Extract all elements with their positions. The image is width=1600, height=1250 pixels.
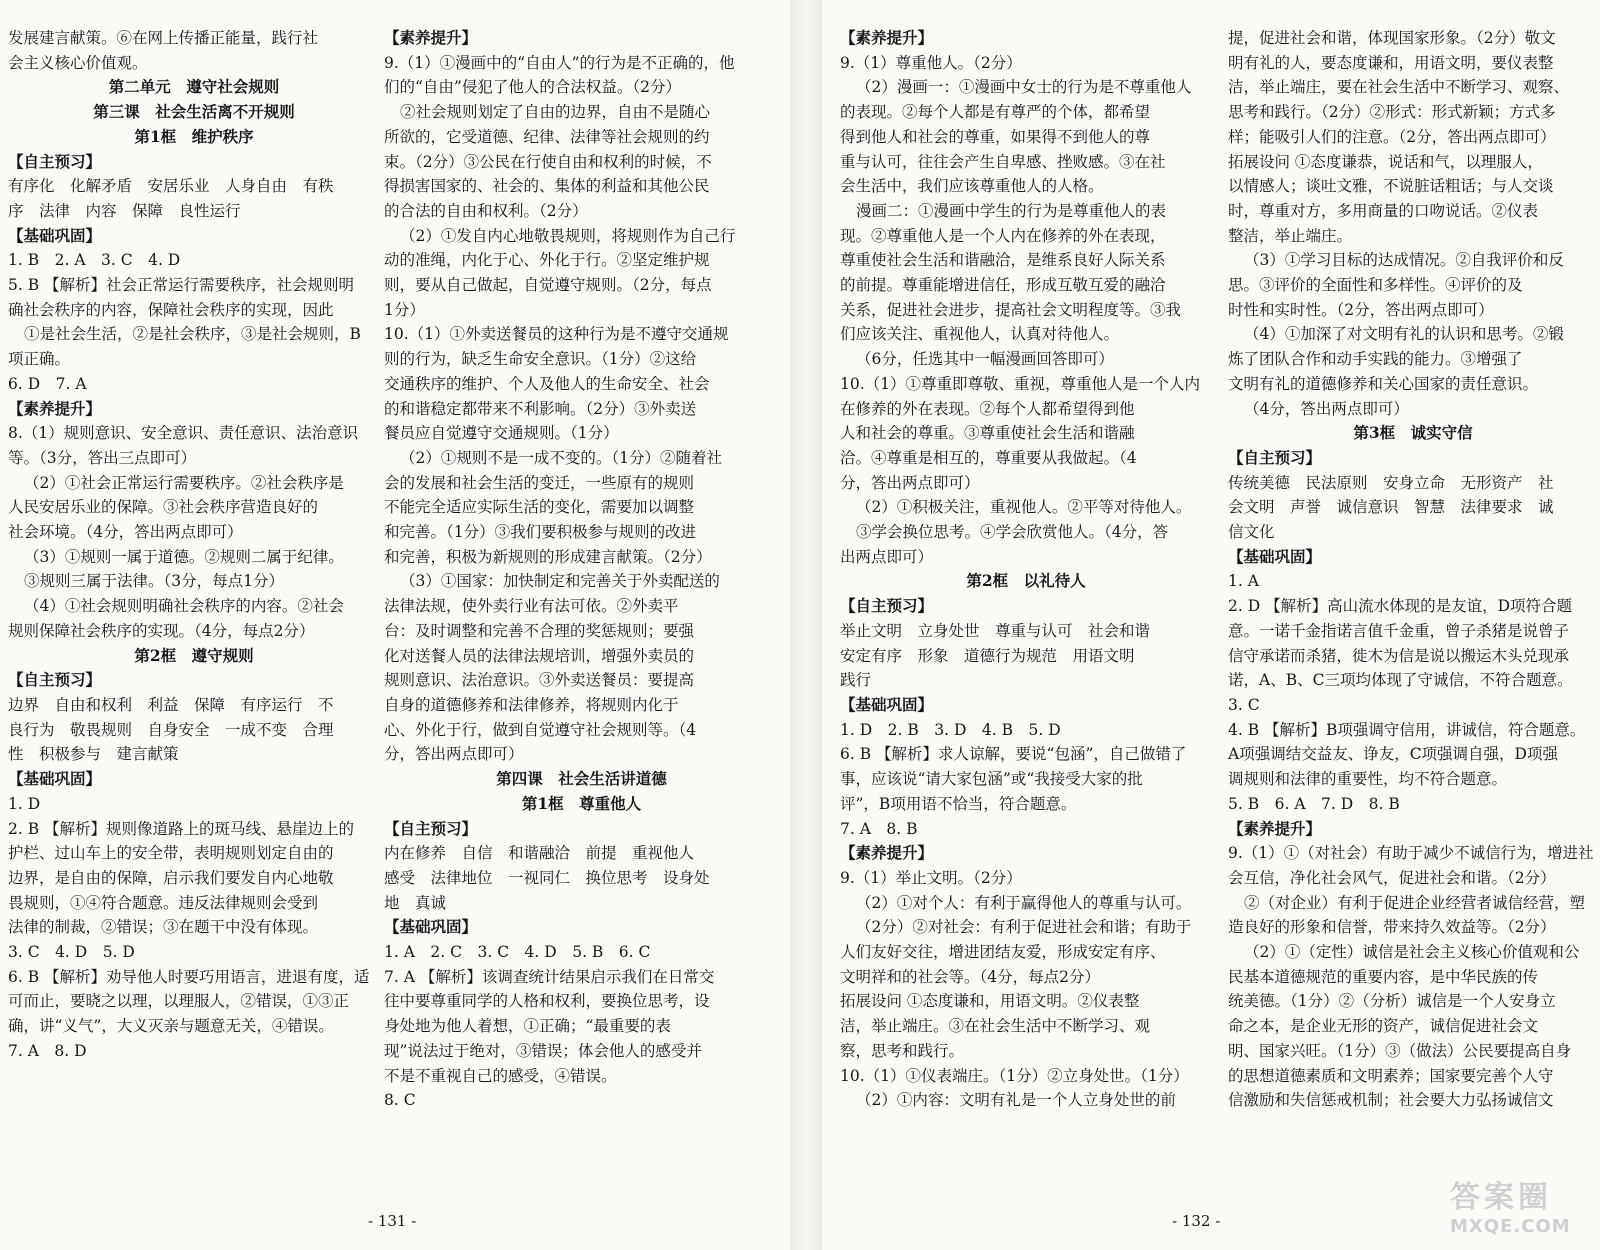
text-line: 7. A 【解析】该调查统计结果启示我们在日常交 [384,967,715,986]
text-line: 信守承诺而杀猪，徙木为信是说以搬运木头兑现承 [1228,646,1570,665]
right-column-2 [1228,26,1598,1113]
text-line: 的前提。尊重能增进信任，形成互敬互爱的融洽 [840,276,1166,295]
text-line: 交通秩序的维护、个人及他人的生命安全、社会 [384,374,710,393]
text-line: 和完善。（1分）③我们要积极参与规则的改进 [384,523,697,542]
text-line: 【自主预习】 [840,596,934,616]
text-line: 1. B 2. A 3. C 4. D [8,251,181,270]
text-line: 思。③评价的全面性和多样性。④评价的及 [1228,276,1523,295]
text-line: 会主义核心价值观。 [8,53,148,72]
text-line: 【自主预习】 [1228,447,1322,467]
watermark-text: 答案圈 [1450,1180,1552,1215]
text-line: 身处地为他人着想，①正确；“最重要的表 [384,1017,671,1036]
text-line: 护栏、过山车上的安全带，表明规则划定自由的 [8,844,334,863]
text-line: 【素养提升】 [840,28,934,47]
text-line: 洽。④尊重是相互的，尊重要从我做起。（4 [840,448,1137,467]
text-line: 动的准绳，内化于心、外化于行。②坚定维护规 [384,251,710,270]
text-line: 化对送餐人员的法律法规培训，增强外卖员的 [384,646,695,665]
text-line: 9.（1）举止文明。（2分） [840,868,1022,887]
text-line: 第3框 诚实守信 [1353,423,1473,443]
text-line: 【基础巩固】 [840,694,934,714]
page-number-131: - 131 - [368,1212,417,1230]
left-column-1 [8,26,380,1064]
text-line: 所欲的，它受道德、纪律、法律等社会规则的约 [384,127,710,146]
text-line: 6. B 【解析】求人谅解，要说“包涵”，自己做错了 [840,745,1187,764]
text-line: 诺，A、B、C三项均体现了守诚信，不符合题意。 [1228,671,1573,690]
text-line: ①是社会生活，②是社会秩序，③是社会规则，B [24,325,361,344]
right-column-1 [840,26,1212,1113]
text-line: 们的“自由”侵犯了他人的合法权益。（2分） [384,78,681,97]
text-line: 等。（3分，答出三点即可） [8,448,197,467]
text-line: 边界，是自由的保障，启示我们要发自内心地敬 [8,868,334,887]
text-line: 得损害国家的、社会的、集体的利益和其他公民 [384,177,710,196]
text-line: 人和社会的尊重。③尊重使社会生活和谐融 [840,424,1135,443]
text-line: 第二单元 遵守社会规则 [108,77,280,97]
text-line: 6. D 7. A [8,374,87,393]
text-line: 不能完全适应实际生活的变化，需要加以调整 [384,498,695,517]
text-line: 5. B 【解析】社会正常运行需要秩序，社会规则明 [8,276,355,295]
text-line: 得到他人和社会的尊重，如果得不到他人的尊 [840,127,1151,146]
text-line: 6. B 【解析】劝导他人时要巧用语言，进退有度，适 [8,967,370,986]
text-line: 【自主预习】 [384,818,478,838]
text-line: 洁，举止端庄。③在社会生活中不断学习、观 [840,1017,1151,1036]
text-line: 统美德。（1分）②（分析）诚信是一个人安身立 [1228,992,1556,1011]
text-line: 明、国家兴旺。（1分）③（做法）公民要提高自身 [1228,1041,1572,1060]
text-line: 传统美德 民法原则 安身立命 无形资产 社 [1228,473,1554,492]
text-line: 【素养提升】 [1228,818,1322,838]
text-line: 【素养提升】 [8,398,102,418]
text-line: 则，要从自己做起，自觉遵守规则。（2分，每点 [384,276,712,295]
text-line: 【基础巩固】 [8,225,102,245]
text-line: 发展建言献策。⑥在网上传播正能量，践行社 [8,29,319,47]
text-line: （2）①发自内心地敬畏规则，将规则作为自己行 [400,226,736,245]
text-line: （4）①社会规则明确社会秩序的内容。②社会 [24,597,344,616]
text-line: 会的发展和社会生活的变迁，一些原有的规则 [384,473,695,492]
text-line: 5. B 6. A 7. D 8. B [1228,794,1400,813]
text-line: 9.（1）①（对社会）有助于减少不诚信行为，增进社 [1228,844,1594,863]
text-line: 8. C [384,1091,416,1110]
text-line: （2）①内容：文明有礼是一个人立身处世的前 [856,1091,1176,1110]
text-line: 8.（1）规则意识、安全意识、责任意识、法治意识 [8,424,359,443]
text-line: 不是不重视自己的感受，④错误。 [384,1066,617,1085]
text-line: 【素养提升】 [384,28,478,47]
text-line: 3. C 4. D 5. D [8,943,135,962]
text-line: 第2框 以礼待人 [966,571,1086,591]
text-line: 1分） [384,300,425,319]
text-line: 出两点即可） [840,547,934,566]
text-line: 【基础巩固】 [8,769,102,789]
text-line: 束。（2分）③公民在行使自由和权利的时候，不 [384,152,712,171]
watermark-logo [1450,1172,1590,1240]
text-line: 造良好的形象和信誉，带来持久效益等。（2分） [1228,918,1556,937]
text-line: 【基础巩固】 [1228,546,1322,566]
text-line: 7. A 8. D [8,1041,87,1060]
text-line: ③学会换位思考。④学会欣赏他人。（4分，答 [856,523,1169,542]
text-line: 序 法律 内容 保障 良性运行 [8,201,241,220]
text-line: 1. D [8,794,41,813]
text-line: 文明有礼的道德修养和关心国家的责任意识。 [1228,374,1539,393]
text-line: 第三课 社会生活离不开规则 [93,102,295,122]
text-line: 台：及时调整和完善不合理的奖惩规则；要强 [384,621,695,640]
text-line: 规则保障社会秩序的实现。（4分，每点2分） [8,621,315,640]
text-line: 9.（1）①漫画中的“自由人”的行为是不正确的，他 [384,53,735,72]
text-line: 边界 自由和权利 利益 保障 有序运行 不 [8,695,334,714]
text-line: ②（对企业）有利于促进企业经营者诚信经营，塑 [1244,893,1586,912]
text-line: 有序化 化解矛盾 安居乐业 人身自由 有秩 [8,177,334,196]
watermark-url: MXQE.COM [1450,1216,1571,1237]
text-line: 践行 [840,671,872,690]
text-line: 社会环境。（4分，答出两点即可） [8,523,243,542]
text-line: 现”说法过于绝对，③错误；体会他人的感受并 [384,1041,702,1060]
text-line: 10.（1）①仪表端庄。（1分）②立身处世。（1分） [840,1066,1189,1085]
text-line: 炼了团队合作和动手实践的能力。③增强了 [1228,350,1523,369]
text-line: 1. A [1228,572,1259,591]
text-line: 察，思考和践行。 [840,1041,965,1060]
text-line: （2）①社会正常运行需要秩序。②社会秩序是 [24,473,344,492]
text-line: 安定有序 形象 道德行为规范 用语文明 [840,646,1135,665]
text-line: 规则意识、法治意识。③外卖送餐员：要提高 [384,671,695,690]
text-line: 命之本，是企业无形的资产，诚信促进社会文 [1228,1017,1539,1036]
text-line: 往中要尊重同学的人格和权利，要换位思考，设 [384,992,710,1011]
text-line: 【素养提升】 [840,843,934,863]
text-line: 们应该关注、重视他人，认真对待他人。 [840,325,1120,344]
text-line: 的思想道德素质和文明素养；国家要完善个人守 [1228,1066,1554,1085]
text-line: 漫画二：①漫画中学生的行为是尊重他人的表 [856,201,1167,220]
text-line: （2）①对个人：有利于赢得他人的尊重与认可。 [856,893,1192,912]
text-line: 会互信，净化社会风气，促进社会和谐。（2分） [1228,868,1556,887]
text-line: 提，促进社会和谐，体现国家形象。（2分）敬文 [1228,29,1556,47]
text-line: 良行为 敬畏规则 自身安全 一成不变 合理 [8,720,334,739]
text-line: 评”，B项用语不恰当，符合题意。 [840,794,1077,813]
text-line: 第1框 尊重他人 [521,793,642,813]
text-line: ②社会规则划定了自由的边界，自由不是随心 [400,103,711,122]
text-line: 信激励和失信惩戒机制；社会要大力弘扬诚信文 [1228,1091,1554,1110]
text-line: 分，答出两点即可） [840,473,980,492]
text-line: （2）①（定性）诚信是社会主义核心价值观和公 [1244,943,1580,962]
text-line: 性 积极参与 建言献策 [8,745,179,764]
text-line: 可而止，要晓之以理，以理服人，②错误，①③正 [8,992,350,1011]
text-line: 的表现。②每个人都是有尊严的个体，都希望 [840,103,1151,122]
text-line: （4分，答出两点即可） [1244,399,1409,418]
text-line: 10.（1）①外卖送餐员的这种行为是不遵守交通规 [384,325,729,344]
text-line: 法律的制裁，②错误；③在题干中没有体现。 [8,918,319,937]
text-line: 第四课 社会生活讲道德 [496,769,667,789]
text-line: 10.（1）①尊重即尊敬、重视，尊重他人是一个人内 [840,374,1201,393]
text-line: 信文化 [1228,523,1275,542]
text-line: 会生活中，我们应该尊重他人的人格。 [840,177,1104,196]
text-line: 和完善，积极为新规则的形成建言献策。（2分） [384,547,712,566]
text-line: 思考和践行。（2分）②形式：形式新颖；方式多 [1228,103,1556,122]
text-line: 4. B 【解析】B项强调守信用，讲诚信，符合题意。 [1228,720,1586,739]
text-line: 拓展设问 ①态度谦和，用语文明。②仪表整 [840,992,1140,1011]
text-line: （3）①学习目标的达成情况。②自我评价和反 [1244,251,1564,270]
text-line: 人们友好交往，增进团结友爱，形成安定有序、 [840,943,1166,962]
text-line: 现。②尊重他人是一个人内在修养的外在表现， [840,226,1166,245]
text-line: 文明祥和的社会等。（4分，每点2分） [840,967,1100,986]
text-line: 项正确。 [8,350,71,369]
text-line: （6分，任选其中一幅漫画回答即可） [856,350,1114,369]
text-line: 民基本道德规范的重要内容，是中华民族的传 [1228,967,1539,986]
text-line: 7. A 8. B [840,819,918,838]
text-line: 1. A 2. C 3. C 4. D 5. B 6. C [384,943,651,962]
text-line: 【自主预习】 [8,151,102,171]
text-line: 分，答出两点即可） [384,745,524,764]
page-number-132: - 132 - [1172,1212,1221,1230]
text-line: 时性和实时性。（2分，答出两点即可） [1228,300,1494,319]
text-line: （3）①国家：加快制定和完善关于外卖配送的 [400,572,720,591]
right-page [822,0,1600,1250]
text-line: 拓展设问 ①态度谦恭，说话和气，以理服人， [1228,152,1543,171]
text-line: 确，讲“义气”，大义灭亲与题意无关，④错误。 [8,1017,334,1036]
text-line: 明有礼的人，要态度谦和，用语文明，要仪表整 [1228,53,1554,72]
text-line: 第2框 遵守规则 [134,645,254,665]
text-line: 重与认可，往往会产生自卑感、挫败感。③在社 [840,152,1166,171]
text-line: 第1框 维护秩序 [134,126,254,146]
text-line: 关系，促进社会进步，提高社会文明程度等。③我 [840,300,1182,319]
text-line: 洁，举止端庄，要在社会生活中不断学习、观察、 [1228,78,1570,97]
text-line: 的和谐稳定都带来不利影响。（2分）③外卖送 [384,399,697,418]
text-line: 事，应该说“请大家包涵”或“我接受大家的批 [840,770,1143,789]
text-line: 整洁，举止端庄。 [1228,226,1353,245]
text-line: （2）漫画一：①漫画中女士的行为是不尊重他人 [856,78,1192,97]
text-line: 2. D 【解析】高山流水体现的是友谊，D项符合题 [1228,597,1572,616]
text-line: 意。一诺千金指诺言值千金重，曾子杀猪是说曾子 [1228,621,1570,640]
text-line: ③规则三属于法律。（3分，每点1分） [24,572,284,591]
text-line: 内在修养 自信 和谐融洽 前提 重视他人 [384,844,695,863]
text-line: 样；能吸引人们的注意。（2分，答出两点即可） [1228,127,1556,146]
text-line: 1. D 2. B 3. D 4. B 5. D [840,720,1061,739]
text-line: 感受 法律地位 一视同仁 换位思考 设身处 [384,868,710,887]
text-line: 餐员应自觉遵守交通规则。（1分） [384,424,619,443]
text-line: 以情感人；谈吐文雅，不说脏话粗话；与人交谈 [1228,177,1554,196]
text-line: 3. C [1228,695,1260,714]
text-line: 会文明 声誉 诚信意识 智慧 法律要求 诚 [1228,498,1554,517]
text-line: （3）①规则一属于道德。②规则二属于纪律。 [24,547,344,566]
text-line: （2分）②对社会：有利于促进社会和谐；有助于 [856,918,1192,937]
text-line: 心、外化于行，做到自觉遵守社会规则等。（4 [384,720,697,739]
text-line: 地 真诚 [384,893,447,912]
text-line: 畏规则，①④符合题意。违反法律规则会受到 [8,893,319,912]
text-line: 人民安居乐业的保障。③社会秩序营造良好的 [8,498,319,517]
text-line: 法律法规，使外卖行业有法可依。②外卖平 [384,597,679,616]
text-line: （2）①积极关注，重视他人。②平等对待他人。 [856,498,1192,517]
text-line: （2）①规则不是一成不变的。（1分）②随着社 [400,448,722,467]
text-line: 自身的道德修养和法律修养，将规则内化于 [384,695,679,714]
book-gutter [790,0,822,1250]
text-line: 9.（1）尊重他人。（2分） [840,53,1022,72]
text-line: 举止文明 立身处世 尊重与认可 社会和谐 [840,621,1151,640]
text-line: 尊重使社会生活和谐融洽，是维系良好人际关系 [840,251,1166,270]
text-line: 调规则和法律的重要性，均不符合题意。 [1228,770,1508,789]
text-line: 时，尊重对方，多用商量的口吻说话。②仪表 [1228,201,1539,220]
text-line: 【自主预习】 [8,670,102,690]
left-column-2 [384,26,779,1113]
text-line: 的合法的自由和权利。（2分） [384,201,588,220]
text-line: 【基础巩固】 [384,917,478,937]
text-line: A项强调结交益友、诤友，C项强调自强，D项强 [1228,745,1558,764]
text-line: 2. B 【解析】规则像道路上的斑马线、悬崖边上的 [8,819,355,838]
text-line: 确社会秩序的内容，保障社会秩序的实现，因此 [8,300,334,319]
text-line: （4）①加深了对文明有礼的认识和思考。②锻 [1244,325,1564,344]
text-line: 在修养的外在表现。②每个人都希望得到他 [840,399,1135,418]
text-line: 则的行为，缺乏生命安全意识。（1分）②这给 [384,350,697,369]
left-page [0,0,790,1250]
